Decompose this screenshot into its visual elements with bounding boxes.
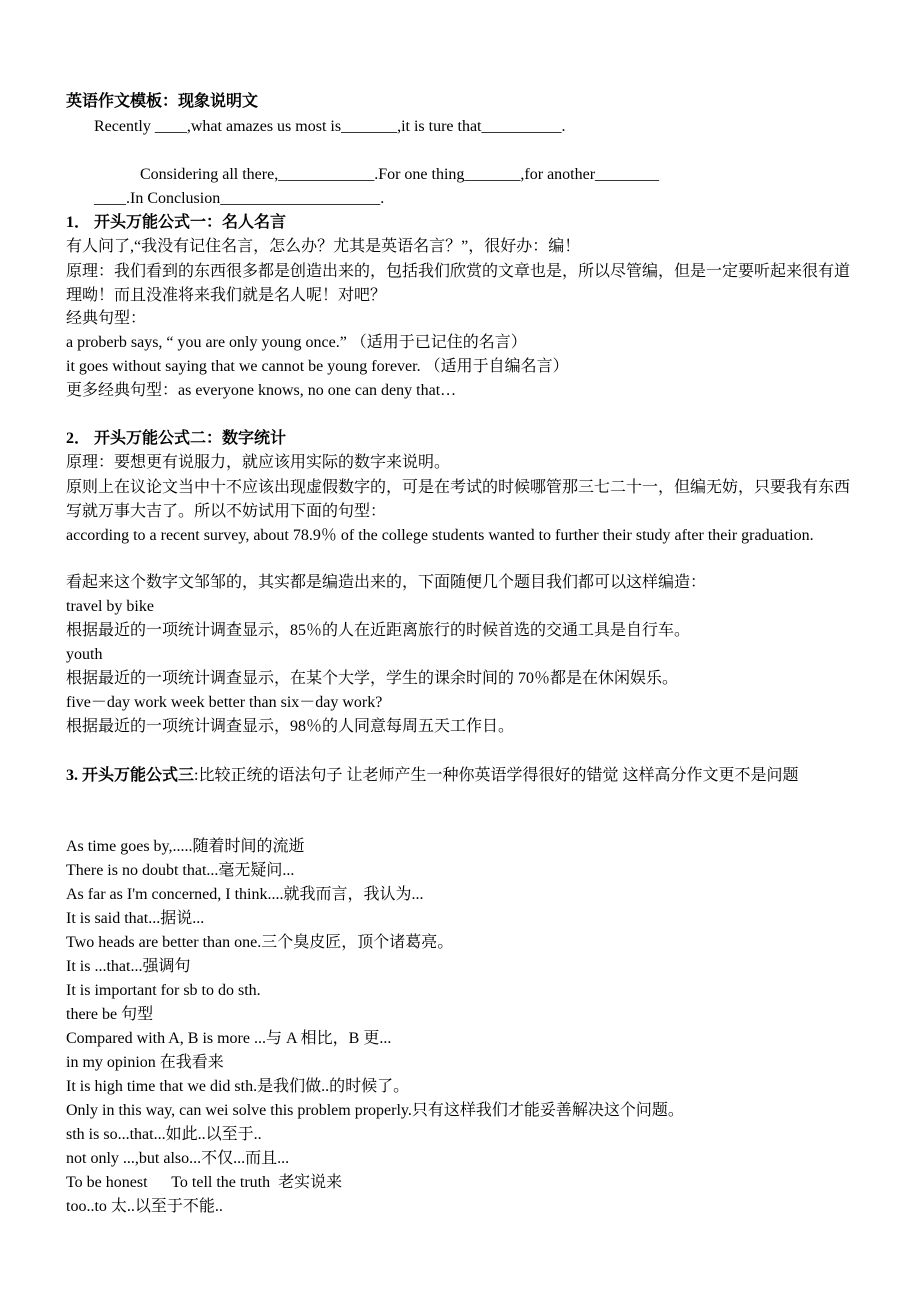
phrase-item: there be 句型 bbox=[66, 1006, 154, 1023]
phrase-item: in my opinion 在我看来 bbox=[66, 1054, 224, 1071]
section-2-topic: five－day work week better than six－day work? bbox=[66, 694, 383, 711]
section-2-example: 根据最近的一项统计调查显示，98％的人同意每周五天工作日。 bbox=[66, 718, 515, 735]
section-2-topic: youth bbox=[66, 646, 103, 663]
phrase-item: Compared with A, B is more ...与 A 相比，B 更... bbox=[66, 1030, 392, 1047]
section-1-paragraph: 更多经典句型：as everyone knows, no one can deny that… bbox=[66, 382, 457, 399]
phrase-item: It is important for sb to do sth. bbox=[66, 982, 261, 999]
template-line-3: ____.In Conclusion____________________. bbox=[94, 190, 385, 207]
section-1-example: it goes without saying that we cannot be young forever. （适用于自编名言） bbox=[66, 358, 569, 375]
section-3-heading bbox=[66, 764, 856, 788]
section-3-heading-bold: 3. 开头万能公式三 bbox=[66, 767, 195, 784]
section-1-example: a proberb says, “ you are only young once.” （适用于已记住的名言） bbox=[66, 334, 527, 351]
section-2-example: according to a recent survey, about 78.9％ of the college students wanted to further their study after their graduation. bbox=[66, 527, 814, 544]
section-3-heading-rest: :比较正统的语法句子 让老师产生一种你英语学得很好的错觉 这样高分作文更不是问题 bbox=[194, 767, 799, 784]
section-1-paragraph: 有人问了,“我没有记住名言，怎么办？尤其是英语名言？”，很好办：编！ bbox=[66, 238, 581, 255]
phrase-item: sth is so...that...如此..以至于.. bbox=[66, 1126, 262, 1143]
section-2-heading: 2． 开头万能公式二：数字统计 bbox=[66, 430, 287, 447]
phrase-item: To be honest To tell the truth 老实说来 bbox=[66, 1174, 343, 1191]
phrase-item: Only in this way, can wei solve this problem properly.只有这样我们才能妥善解决这个问题。 bbox=[66, 1102, 684, 1119]
section-2-topic: travel by bike bbox=[66, 598, 154, 615]
phrase-item: As far as I'm concerned, I think....就我而言，我认为... bbox=[66, 886, 424, 903]
section-2-example: 根据最近的一项统计调查显示，85％的人在近距离旅行的时候首选的交通工具是自行车。 bbox=[66, 622, 691, 639]
section-1-paragraph: 经典句型： bbox=[66, 310, 147, 327]
phrase-item: It is high time that we did sth.是我们做..的时候了。 bbox=[66, 1078, 410, 1095]
section-1-heading: 1． 开头万能公式一：名人名言 bbox=[66, 214, 287, 231]
section-2-paragraph: 原理：要想更有说服力，就应该用实际的数字来说明。 bbox=[66, 454, 451, 471]
section-2-paragraph: 原则上在议论文当中十不应该出现虚假数字的，可是在考试的时候哪管那三七二十一，但编无妨，只要我有东西写就万事大吉了。所以不妨试用下面的句型： bbox=[66, 479, 851, 520]
document-title: 英语作文模板：现象说明文 bbox=[66, 93, 259, 110]
section-2-example: 根据最近的一项统计调查显示，在某个大学，学生的课余时间的 70％都是在休闲娱乐。 bbox=[66, 670, 679, 687]
phrase-item: Two heads are better than one.三个臭皮匠，顶个诸葛亮。 bbox=[66, 934, 454, 951]
section-1-paragraph: 原理：我们看到的东西很多都是创造出来的，包括我们欣赏的文章也是，所以尽管编，但是一定要听起来很有道理呦！而且没准将来我们就是名人呢！对吧？ bbox=[66, 263, 851, 304]
template-line-1: Recently ____,what amazes us most is_______,it is ture that__________. bbox=[94, 118, 566, 135]
phrase-item: It is ...that...强调句 bbox=[66, 958, 191, 975]
section-2-paragraph: 看起来这个数字文邹邹的，其实都是编造出来的，下面随便几个题目我们都可以这样编造： bbox=[66, 574, 707, 591]
phrase-item: As time goes by,.....随着时间的流逝 bbox=[66, 838, 305, 855]
phrase-item: It is said that...据说... bbox=[66, 910, 205, 927]
phrase-item: not only ...,but also...不仅...而且... bbox=[66, 1150, 290, 1167]
phrase-item: There is no doubt that...毫无疑问... bbox=[66, 862, 295, 879]
template-line-2: Considering all there,____________.For one thing_______,for another________ bbox=[140, 166, 660, 183]
phrase-item: too..to 太..以至于不能.. bbox=[66, 1198, 223, 1215]
